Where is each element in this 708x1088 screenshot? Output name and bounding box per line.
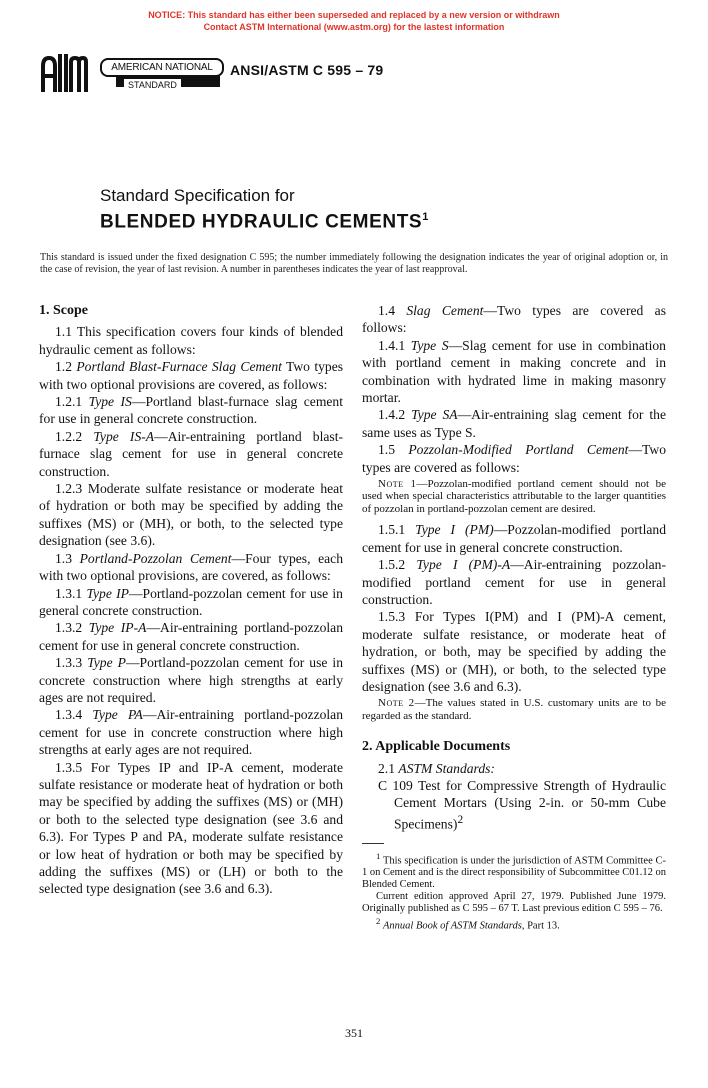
footnote-1b: Current edition approved April 27, 1979. Published June 1979. Originally published as C 595 – 67 T. Last previous edition C 595 – 76. (362, 891, 666, 915)
footnote-2: $^2$ Annual Book of ASTM Standards, Part 13. (376, 916, 560, 932)
section-2-heading: 2. Applicable Documents (362, 739, 511, 755)
section-1-heading: 1. Scope (39, 303, 88, 318)
para-1-2-2: 1.2.2 Type IS-A—Air-entraining portland blast-furnace slag cement for use in general concrete construction. (39, 428, 343, 479)
para-1-4-2: 1.4.2 Type SA—Air-entraining slag cement for the same uses as Type S. (362, 407, 666, 440)
title-line-1: Standard Specification for (100, 186, 295, 205)
standard-designation: ANSI/ASTM C 595 – 79 (230, 62, 384, 78)
footnote-rule (362, 843, 384, 844)
notice-line-1: NOTICE: This standard has either been superseded and replaced by a new version or withdrawn (148, 10, 560, 20)
para-1-3-3: 1.3.3 Type P—Portland-pozzolan cement for use in concrete construction where high strengths at early ages are not required. (39, 655, 344, 705)
para-1-5-3: 1.5.3 For Types I(PM) and I (PM)-A cement, moderate sulfate resistance, or moderate heat of hydration, or both, may be specified by adding the suffixes (MS) or (MH), or both, to the selected type designation (see 3.6 and 6.3). (362, 609, 666, 694)
para-1-5: 1.5 Pozzolan-Modified Portland Cement—Two types are covered as follows: (362, 442, 666, 475)
para-1-3: 1.3 Portland-Pozzolan Cement—Four types, each with two optional provisions, are covered, as follows: (39, 550, 344, 584)
ansi-badge-bottom-label: STANDARD (124, 79, 181, 91)
para-2-1: 2.1 ASTM Standards: (378, 760, 495, 776)
para-1-4: 1.4 Slag Cement—Two types are covered as follows: (362, 303, 666, 336)
para-1-3-4: 1.3.4 Type PA—Air-entraining portland-pozzolan cement for use in concrete construction where high strengths at early ages are not required. (39, 707, 344, 758)
note-1: Note 1—Pozzolan-modified portland cement should not be used when special characteristics attributable to the larger quantities of pozzolan in portland-pozzolan cement are desired. (362, 478, 666, 515)
issued-statement: This standard is issued under the fixed designation C 595; the number immediately following the designation indicates the year of original adoption or, in the case of revision, the year of last revision. A number in parentheses indicates the year of last reapproval. (40, 252, 668, 275)
reference-c109: C 109 Test for Compressive Strength of Hydraulic Cement Mortars (Using 2-in. or 50-mm Cube Specimens)$^2$ (378, 777, 666, 832)
para-1-2-3: 1.2.3 Moderate sulfate resistance or moderate heat of hydration or both may be specified by adding the suffixes (MS) or (MH), or both, to the selected type designation (see 3.6). (39, 481, 343, 549)
notice-line-2: Contact ASTM International (www.astm.org) for the lastest information (203, 22, 505, 32)
footnotes (362, 850, 666, 933)
para-1-3-1: 1.3.1 Type IP—Portland-pozzolan cement for use in general concrete construction. (39, 585, 343, 618)
astm-logo (40, 52, 88, 94)
para-1-5-2: 1.5.2 Type I (PM)-A—Air-entraining pozzolan-modified portland cement for use in general construction. (362, 557, 666, 607)
para-1-5-1: 1.5.1 Type I (PM)—Pozzolan-modified portland cement for use in general concrete construction. (362, 522, 666, 555)
note-2: Note 2—The values stated in U.S. customary units are to be regarded as the standard. (362, 697, 666, 722)
left-column (39, 302, 343, 898)
para-1-1: 1.1 This specification covers four kinds of blended hydraulic cement as follows: (39, 324, 343, 357)
footnote-1: $^1$ This specification is under the jurisdiction of ASTM Committee C-1 on Cement and is the direct responsibility of Subcommittee C01.12 on Blended Cement. (362, 850, 666, 891)
page-number: 351 (345, 1026, 363, 1040)
ansi-badge (100, 58, 224, 88)
ansi-badge-top: AMERICAN NATIONAL (100, 58, 224, 77)
right-column (362, 302, 666, 933)
para-1-2: 1.2 Portland Blast-Furnace Slag Cement Two types with two optional provisions are covered, as follows: (39, 359, 344, 392)
title-footnote-mark: 1 (422, 211, 429, 223)
title-line-2 (100, 211, 429, 233)
ansi-badge-bottom (116, 75, 220, 90)
para-1-3-5: 1.3.5 For Types IP and IP-A cement, moderate sulfate resistance or moderate heat of hydration or both may be specified by adding the suffixes (MS) or (MH) or both to the selected type designation (see 3.6 and 6.3). For Types P and PA, moderate sulfate resistance or low heat of hydration or both may be specified by adding the suffixes (MS) or (LH) or both to the selected type designation (see 3.6 and 6.3). (39, 759, 343, 897)
para-1-3-2: 1.3.2 Type IP-A—Air-entraining portland-pozzolan cement for use in general concrete construction. (39, 620, 344, 653)
title-text: BLENDED HYDRAULIC CEMENTS (100, 211, 423, 233)
para-1-4-1: 1.4.1 Type S—Slag cement for use in combination with portland cement in making concrete and in combination with hydrated lime in making masonry mortar. (362, 337, 666, 406)
para-1-2-1: 1.2.1 Type IS—Portland blast-furnace slag cement for use in general concrete construction. (39, 394, 343, 427)
